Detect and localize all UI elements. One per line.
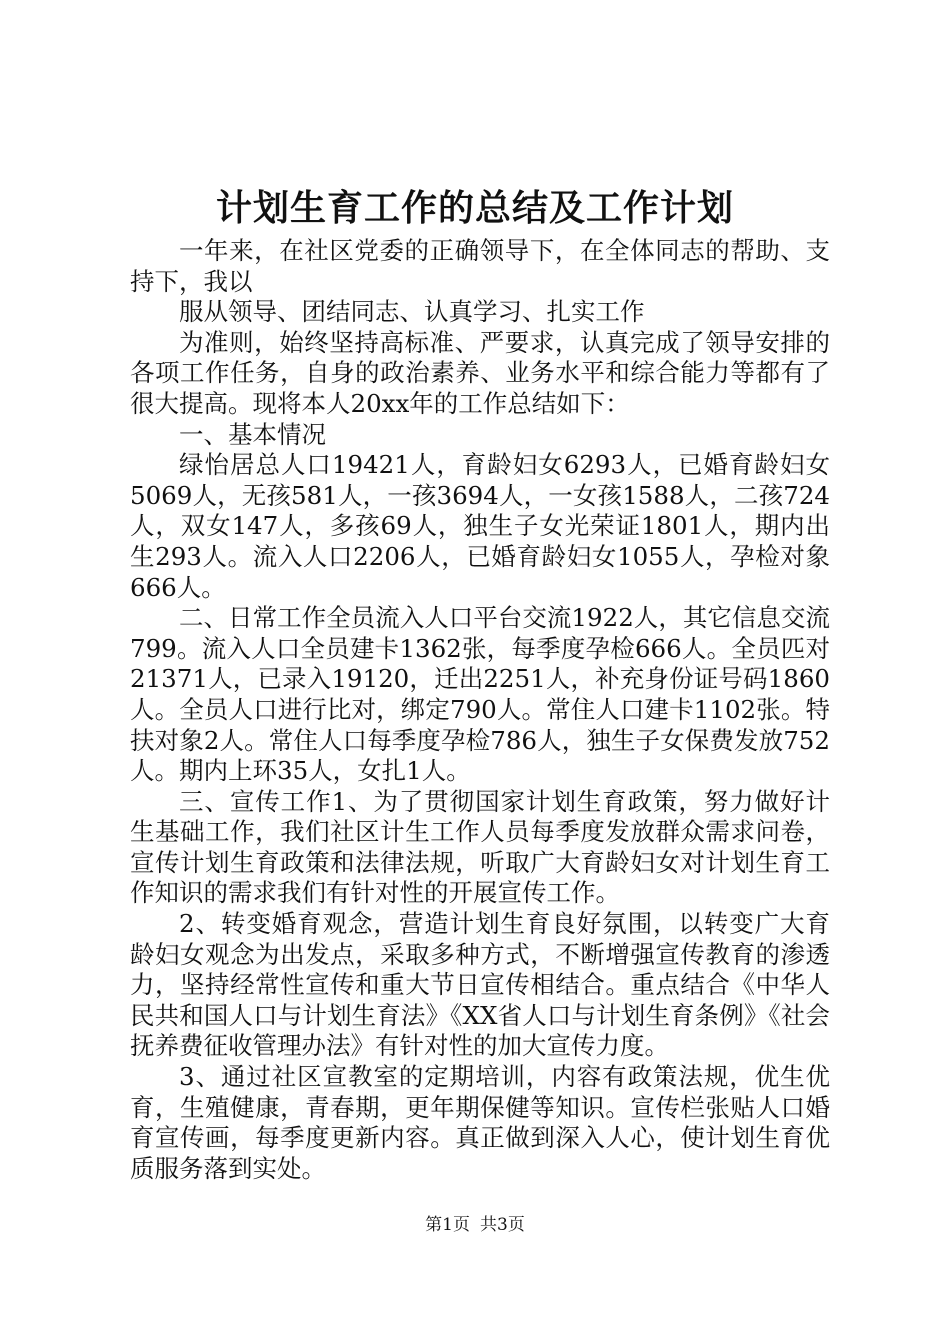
document-title: 计划生育工作的总结及工作计划 <box>215 187 734 229</box>
paragraph-intro: 一年来，在社区党委的正确领导下，在全体同志的帮助、支持下，我以 <box>130 236 830 296</box>
total-pages: 共3页 <box>480 1215 525 1235</box>
paragraph-summary-intro: 为准则，始终坚持高标准、严要求，认真完成了领导安排的各项工作任务，自身的政治素养、业务水平和综合能力等都有了很大提高。现将本人20xx年的工作总结如下： <box>130 327 830 418</box>
page-number: 第1页 <box>425 1215 470 1235</box>
paragraph-publicity-1: 三、宣传工作1、为了贯彻国家计划生育政策，努力做好计生基础工作，我们社区计生工作人员每季度发放群众需求问卷，宣传计划生育政策和法律法规，听取广大育龄妇女对计划生育工作知识的需求我们有针对性的开展宣传工作。 <box>130 786 830 908</box>
section-heading-basic: 一、基本情况 <box>179 419 326 449</box>
document-body <box>130 236 830 1184</box>
paragraph-publicity-3: 3、通过社区宣教室的定期培训，内容有政策法规，优生优育，生殖健康，青春期，更年期保健等知识。宣传栏张贴人口婚育宣传画，每季度更新内容。真正做到深入人心，使计划生育优质服务落到实处。 <box>130 1062 830 1183</box>
paragraph-publicity-2: 2、转变婚育观念，营造计划生育良好氛围，以转变广大育龄妇女观念为出发点，采取多种方式，不断增强宣传教育的渗透力，坚持经常性宣传和重大节日宣传相结合。重点结合《中华人民共和国人口与计划生育法》《XX省人口与计划生育条例》《社会抚养费征收管理办法》有针对性的加大宣传力度。 <box>130 909 830 1061</box>
page-footer <box>0 1213 950 1237</box>
paragraph-daily-work: 二、日常工作全员流入人口平台交流1922人，其它信息交流799。流入人口全员建卡1362张，每季度孕检666人。全员匹对21371人，已录入19120，迁出2251人，补充身份证号码1860人。全员人口进行比对，绑定790人。常住人口建卡1102张。特扶对象2人。常住人口每季度孕检786人，独生子女保费发放752人。期内上环35人，女扎1人。 <box>130 603 830 786</box>
paragraph-basic-stats: 绿怡居总人口19421人，育龄妇女6293人，已婚育龄妇女5069人，无孩581人，一孩3694人，一女孩1588人，二孩724人，双女147人，多孩69人，独生子女光荣证1801人，期内出生293人。流入人口2206人，已婚育龄妇女1055人，孕检对象666人。 <box>130 450 830 602</box>
paragraph-principle: 服从领导、团结同志、认真学习、扎实工作 <box>179 297 645 327</box>
